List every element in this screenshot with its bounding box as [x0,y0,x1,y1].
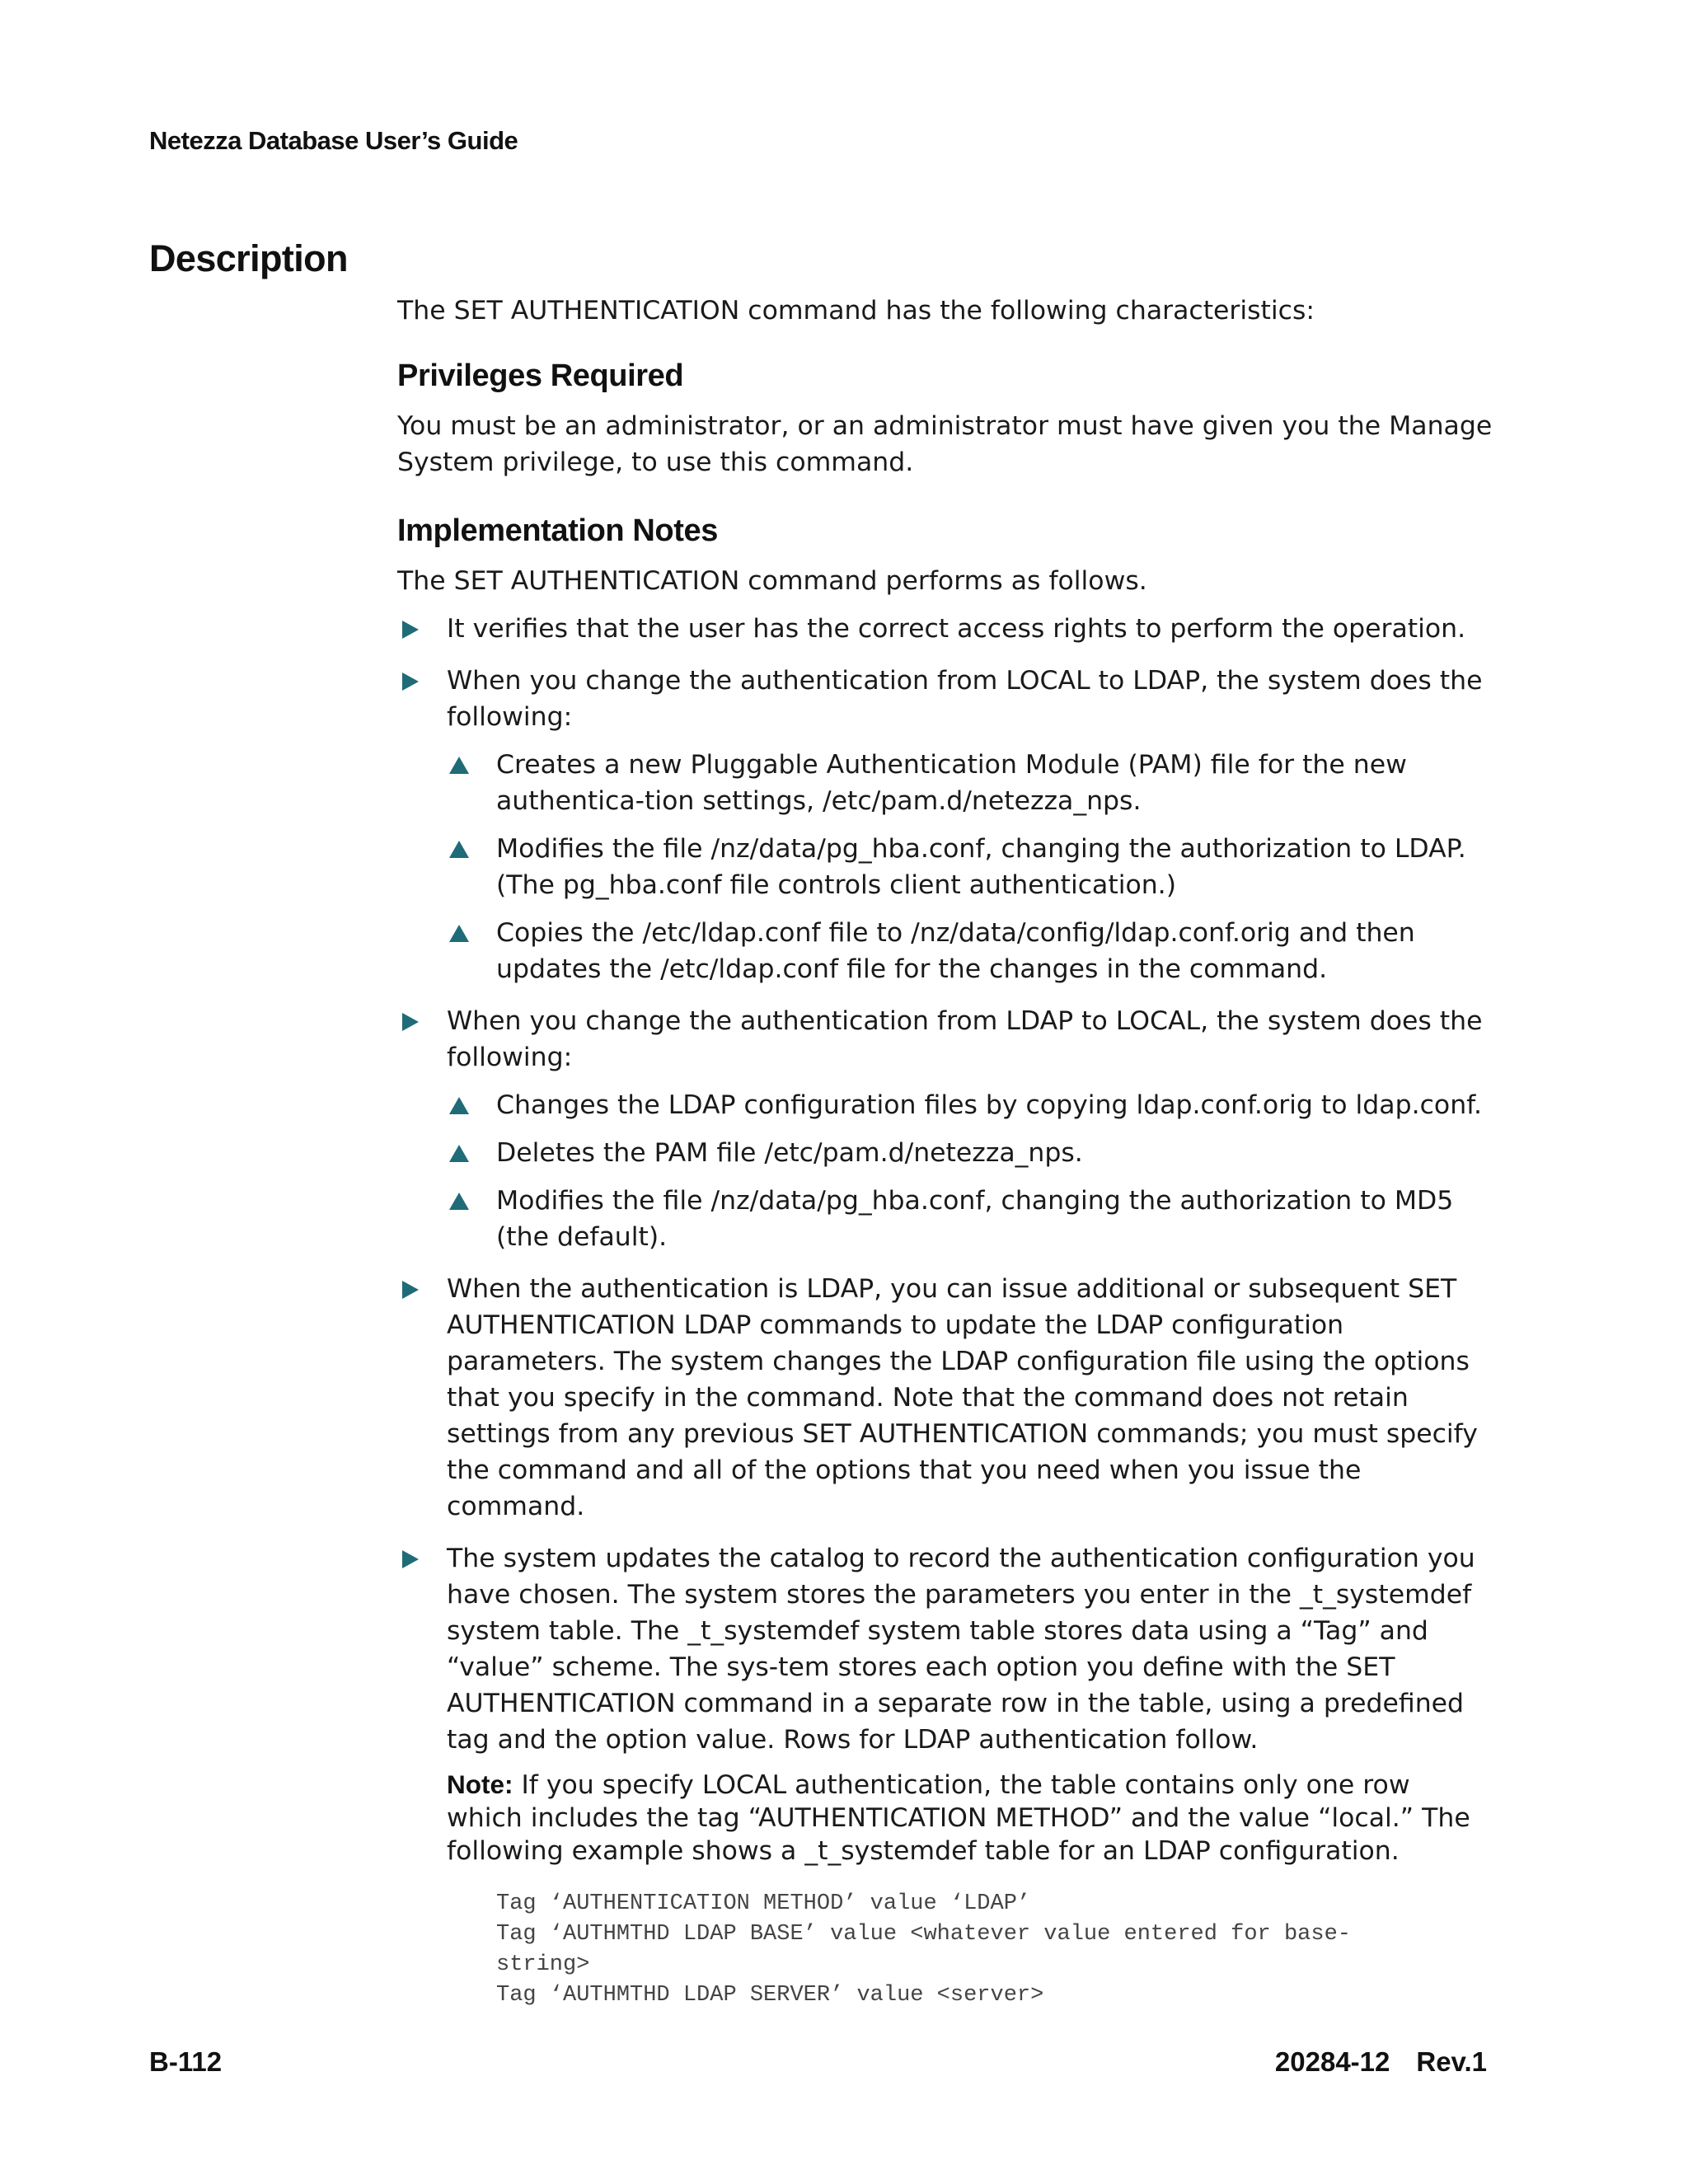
triangle-up-icon [449,757,469,774]
code-line: string> [496,1952,590,1977]
revision-label: Rev.1 [1416,2046,1487,2077]
privileges-text: You must be an administrator, or an administrator must have given you the Manage System privilege, to use this command. [397,411,1493,477]
list-item [397,1003,1493,1255]
sub-list-item [447,831,1493,903]
triangle-right-icon [402,1281,419,1299]
triangle-up-icon [449,841,469,858]
section-intro: The SET AUTHENTICATION command has the following characteristics: [397,296,1315,326]
note-text: If you specify LOCAL authentication, the table contains only one row which includes the tag “AUTHENTICATION METHOD” and the value “local.” The following example shows a _t_systemdef table for an LDAP configuration. [447,1770,1470,1866]
section-title: Description [149,237,348,279]
implementation-list [397,611,1493,2011]
list-item-text: When you change the authentication from LOCAL to LDAP, the system does the following: [447,666,1483,732]
sub-list-item-text: Copies the /etc/ldap.conf file to /nz/data/config/ldap.conf.orig and then updates the /etc/ldap.conf file for the changes in the command. [496,918,1415,984]
sub-list [447,747,1493,987]
sub-list-item [447,1183,1493,1255]
sub-list-item [447,915,1493,987]
list-item [397,663,1493,987]
list-item-text: The system updates the catalog to record the authentication configuration you have chosen. The system stores the parameters you enter in the _t_systemdef system table. The _t_systemdef system table stores data using a “Tag” and “value” scheme. The sys-tem stores each option you define with the SET AUTHENTICATION command in a separate row in the table, using a predefined tag and the option value. Rows for LDAP authentication follow. [447,1544,1475,1755]
privileges-heading: Privileges Required [397,359,684,393]
note-paragraph [447,1768,1493,1868]
triangle-right-icon [402,1013,419,1031]
code-line: Tag ‘AUTHMTHD LDAP BASE’ value <whatever value entered for base- [496,1922,1351,1947]
sub-list-item-text: Deletes the PAM file /etc/pam.d/netezza_nps. [496,1138,1083,1168]
triangle-up-icon [449,1097,469,1114]
note-label: Note: [447,1769,513,1799]
implementation-intro: The SET AUTHENTICATION command performs as follows. [397,566,1147,596]
sub-list-item-text: Modifies the file /nz/data/pg_hba.conf, changing the authorization to MD5 (the default). [496,1186,1454,1252]
triangle-right-icon [402,1550,419,1568]
triangle-right-icon [402,673,419,691]
sub-list-item [447,1135,1493,1171]
doc-revision [1275,2046,1487,2078]
sub-list-item-text: Changes the LDAP configuration files by copying ldap.conf.orig to ldap.conf. [496,1090,1482,1120]
sub-list-item-text: Creates a new Pluggable Authentication Module (PAM) file for the new authentica-tion settings, /etc/pam.d/netezza_nps. [496,750,1407,816]
body-column [397,293,1493,2027]
triangle-up-icon [449,1193,469,1210]
page-number: B-112 [149,2046,223,2077]
list-item [397,1271,1493,1525]
sub-list-item-text: Modifies the file /nz/data/pg_hba.conf, changing the authorization to LDAP. (The pg_hba.conf file controls client authentication.) [496,834,1466,900]
list-item-text: It verifies that the user has the correct access rights to perform the operation. [447,614,1466,644]
doc-number: 20284-12 [1274,2046,1390,2077]
sub-list-item [447,1087,1493,1123]
list-item [397,1540,1493,2011]
running-header: Netezza Database User’s Guide [149,126,518,155]
implementation-heading: Implementation Notes [397,513,718,548]
code-line: Tag ‘AUTHENTICATION METHOD’ value ‘LDAP’ [496,1891,1031,1916]
list-item [397,611,1493,647]
sub-list-item [447,747,1493,819]
list-item-text: When you change the authentication from LDAP to LOCAL, the system does the following: [447,1006,1483,1072]
list-item-text: When the authentication is LDAP, you can issue additional or subsequent SET AUTHENTICATION LDAP commands to update the LDAP configuration parameters. The system changes the LDAP configuration file using the options that you specify in the command. Note that the command does not retain settings from any previous SET AUTHENTICATION commands; you must specify the command and all of the options that you need when you issue the command. [447,1274,1478,1521]
triangle-up-icon [449,1145,469,1162]
sub-list [447,1087,1493,1255]
triangle-up-icon [449,925,469,942]
triangle-right-icon [402,621,419,639]
code-line: Tag ‘AUTHMTHD LDAP SERVER’ value <server> [496,1983,1044,2008]
code-example [496,1889,1493,2011]
